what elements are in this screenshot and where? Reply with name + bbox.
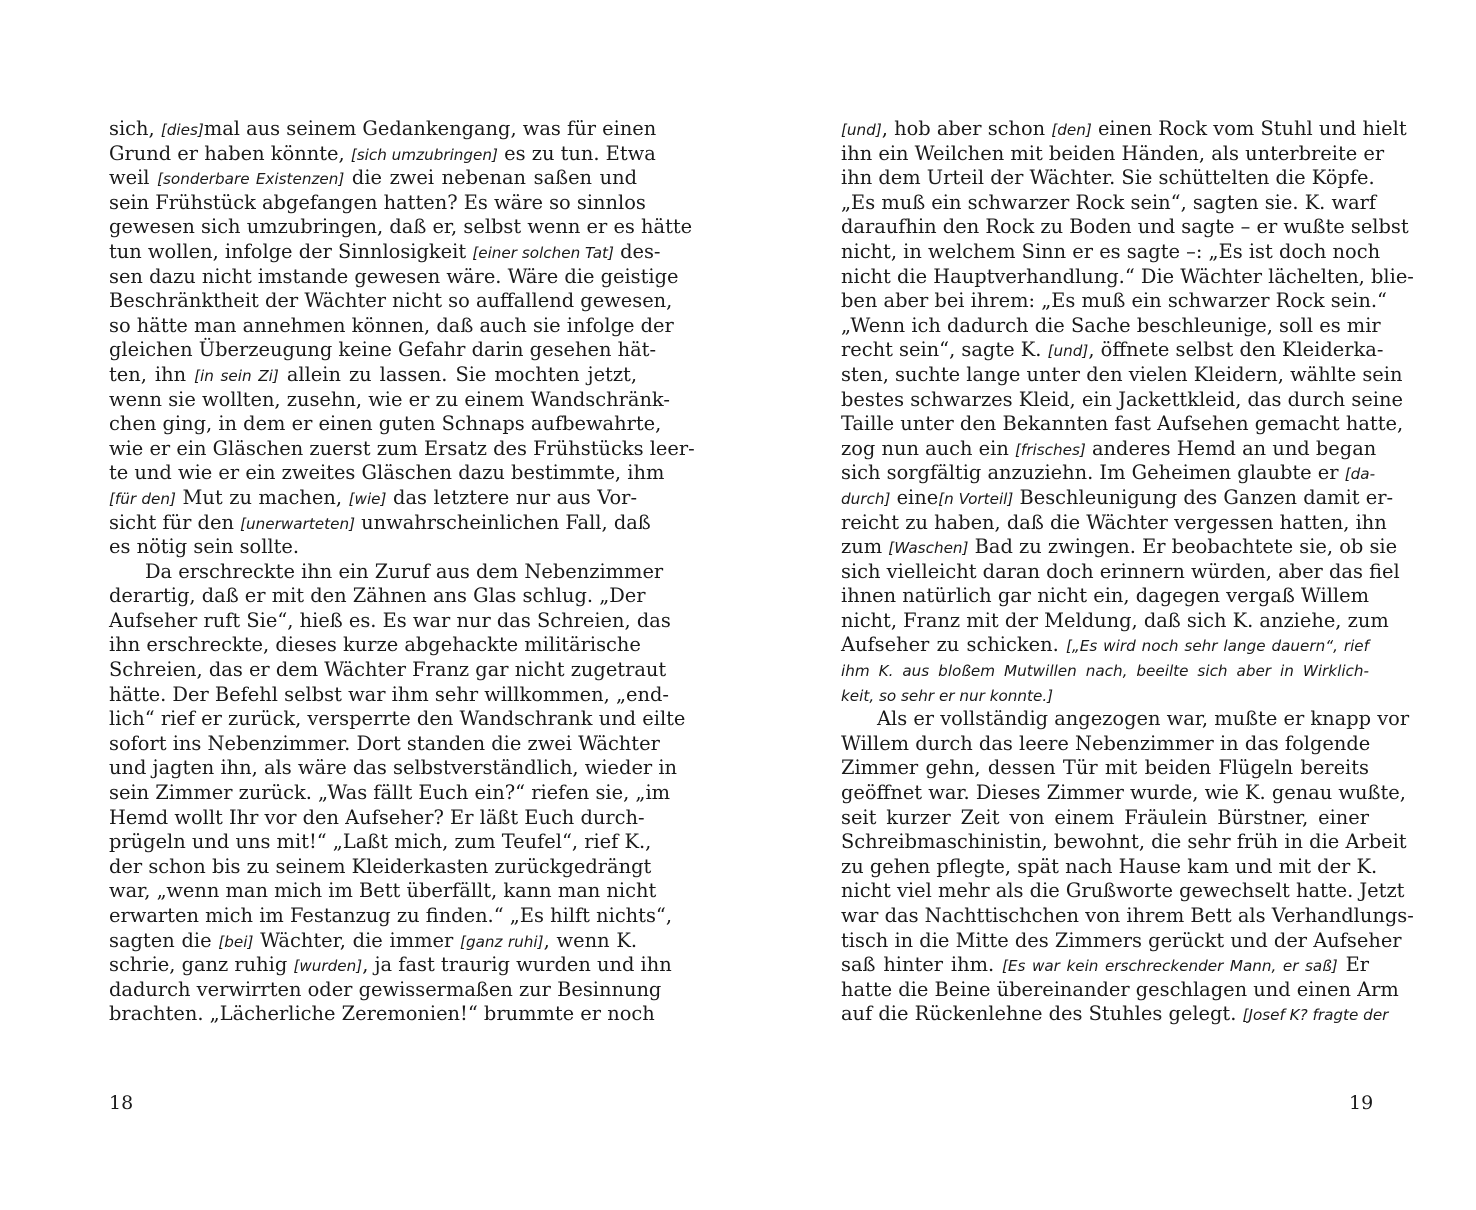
text-segment: der schon bis zu seinem Kleiderkasten zurückgedrängt <box>109 854 652 878</box>
left-page-text <box>109 117 695 1027</box>
editorial-deletion: [sonderbare Existenzen] <box>157 170 345 189</box>
text-segment: sein Frühstück abgefangen hatten? Es wäre so sinnlos <box>109 190 646 214</box>
text-segment: wie er ein Gläschen zuerst zum Ersatz des Frühstücks leer- <box>109 436 695 460</box>
text-segment: ihn erschreckte, dieses kurze abgehackte militärische <box>109 633 641 657</box>
text-line <box>109 461 665 486</box>
text-line <box>109 117 657 142</box>
text-line <box>841 977 1399 1003</box>
text-segment: te und wie er ein zweites Gläschen dazu bestimmte, ihm <box>109 461 665 485</box>
text-segment: nicht, in welchem Sinn er es sagte –: „Es ist doch noch <box>841 239 1381 263</box>
text-segment: so hätte man annehmen können, daß auch sie infolge der <box>109 313 674 337</box>
text-segment: Taille unter den Bekannten fast Aufsehen gemacht hatte, <box>841 412 1404 436</box>
text-line <box>841 461 1376 486</box>
text-segment: ihn dem Urteil der Wächter. Sie schüttelten die Köpfe. <box>841 166 1375 190</box>
text-line <box>109 608 671 634</box>
editorial-deletion: [wurden] <box>293 957 363 976</box>
text-segment: weil <box>109 166 158 190</box>
text-line <box>841 879 1405 904</box>
editorial-deletion: [und] <box>841 121 882 139</box>
text-segment: sich vielleicht daran doch erinnern würden, aber das fiel <box>841 559 1400 583</box>
text-line <box>109 436 695 462</box>
text-segment: derartig, daß er mit den Zähnen ans Glas schlug. „Der <box>109 584 646 608</box>
text-line <box>841 806 1369 831</box>
text-segment: unwahrscheinlichen Fall, daß <box>355 510 651 534</box>
text-segment: Da erschreckte ihn ein Zuruf aus dem Nebenzimmer <box>145 559 664 583</box>
text-line <box>841 584 1369 609</box>
text-segment: war das Nachttischchen von ihrem Bett als Verhandlungs- <box>841 904 1414 927</box>
text-segment: sofort ins Nebenzimmer. Dort standen die zwei Wächter <box>109 731 660 755</box>
text-segment: nicht viel mehr als die Grußworte gewechselt hatte. Jetzt <box>841 879 1405 903</box>
text-line <box>109 731 660 757</box>
text-line <box>841 904 1414 929</box>
text-segment: sten, suchte lange unter den vielen Kleidern, wählte sein <box>841 362 1403 386</box>
editorial-deletion: keit, so sehr er nur konnte.] <box>841 686 1054 705</box>
text-segment: Als er vollständig angezogen war, mußte er knapp vor <box>877 707 1410 731</box>
text-line <box>109 559 664 585</box>
text-line <box>841 264 1414 290</box>
text-segment: anderes Hemd an und began <box>1085 436 1377 460</box>
text-line <box>109 658 667 683</box>
text-line <box>841 387 1403 413</box>
text-line <box>841 1002 1389 1027</box>
text-segment: geöffnet war. Dieses Zimmer wurde, wie K. genau wußte, <box>841 781 1406 805</box>
text-segment: Zimmer gehn, dessen Tür mit beiden Flügeln bereits <box>841 756 1369 780</box>
text-line <box>109 215 693 240</box>
text-segment: chen ging, in dem er einen guten Schnaps aufbewahrte, <box>109 412 662 436</box>
text-line <box>109 166 637 191</box>
text-line <box>841 683 1369 708</box>
text-segment: erwarten mich im Festanzug zu finden.“ „Es hilft nichts“, <box>109 904 672 927</box>
text-segment: ben aber bei ihrem: „Es muß ein schwarzer Rock sein.“ <box>841 289 1387 313</box>
text-line <box>109 904 672 929</box>
text-segment: des- <box>613 239 661 263</box>
text-line <box>109 141 656 167</box>
right-page-number: 19 <box>1349 1092 1374 1114</box>
text-line <box>841 559 1400 585</box>
text-line <box>109 387 670 413</box>
text-segment: daraufhin den Rock zu Boden und sagte – er wußte selbst <box>841 215 1409 239</box>
editorial-deletion: durch] <box>841 489 891 508</box>
text-line <box>841 190 1377 216</box>
text-line <box>109 929 637 954</box>
text-segment: war, „wenn man mich im Bett überfällt, kann man nicht <box>109 879 657 903</box>
text-segment: wenn sie wollten, zusehn, wie er zu einem Wandschränk- <box>109 387 670 411</box>
text-segment: prügeln und uns mit!“ „Laßt mich, zum Teufel“, rief K., <box>109 830 652 854</box>
text-segment: Mut zu machen, <box>175 485 349 509</box>
text-segment: dadurch verwirrten oder gewissermaßen zur Besinnung <box>109 977 662 1001</box>
text-line <box>841 707 1410 732</box>
text-segment: sich sorgfältig anzuziehn. Im Geheimen glaubte er <box>841 461 1345 485</box>
editorial-deletion: ihm K. aus bloßem Mutwillen nach, beeilte sich aber in Wirklich- <box>841 662 1369 681</box>
text-segment: Schreien, das er dem Wächter Franz gar nicht zugetraut <box>109 658 667 682</box>
text-segment: einen Rock vom Stuhl und hielt <box>1091 117 1407 140</box>
text-segment: saß hinter ihm. <box>841 953 1002 977</box>
text-line <box>109 977 662 1003</box>
text-segment: Wächter, die immer <box>253 928 461 952</box>
text-line <box>109 584 646 609</box>
text-line <box>109 707 686 732</box>
text-segment: allein zu lassen. Sie mochten jetzt, <box>278 362 638 386</box>
text-line <box>841 362 1403 388</box>
text-segment: sagten die <box>109 928 219 952</box>
text-segment: die zwei nebenan saßen und <box>344 166 638 190</box>
text-segment: Schreibmaschinistin, bewohnt, die sehr früh in die Arbeit <box>841 830 1407 854</box>
text-line <box>841 485 1394 511</box>
editorial-deletion: [Josef K? fragte der <box>1242 1006 1389 1025</box>
text-line <box>109 633 641 658</box>
text-line <box>109 313 674 339</box>
text-line <box>109 879 657 904</box>
text-segment: ten, ihn <box>109 362 195 386</box>
text-line <box>841 928 1402 954</box>
text-line <box>109 535 637 560</box>
text-line <box>841 436 1377 462</box>
text-line <box>841 510 1387 536</box>
text-segment: schrie, ganz ruhig <box>109 953 294 977</box>
text-segment: zu gehen pflegte, spät nach Hause kam und mit der K. <box>841 854 1378 878</box>
text-segment: nicht die Hauptverhandlung.“ Die Wächter lächelten, blie- <box>841 264 1414 288</box>
text-segment: sein Zimmer zurück. „Was fällt Euch ein?“ riefen sie, „im <box>109 781 671 805</box>
text-segment: , wenn K. <box>543 928 637 952</box>
editorial-deletion: [für den] <box>109 489 176 508</box>
text-line <box>109 510 651 536</box>
text-segment: und jagten ihn, als wäre das selbstverständlich, wieder in <box>109 756 678 780</box>
text-segment: tisch in die Mitte des Zimmers gerückt und der Aufseher <box>841 928 1402 952</box>
text-line <box>109 363 637 388</box>
editorial-deletion: [in sein Zi] <box>194 366 279 385</box>
text-line <box>109 486 637 511</box>
text-segment: lich“ rief er zurück, versperrte den Wandschrank und eilte <box>109 707 686 731</box>
editorial-deletion: [sich umzubringen] <box>350 145 498 164</box>
text-segment: Beschleunigung des Ganzen damit er- <box>1013 485 1394 509</box>
text-line <box>841 830 1407 855</box>
text-line <box>109 190 646 216</box>
text-segment: Hemd wollt Ihr vor den Aufseher? Er läßt Euch durch- <box>109 805 645 829</box>
text-segment: reicht zu haben, daß die Wächter vergessen hatten, ihn <box>841 510 1387 534</box>
text-segment: , ja fast traurig wurden und ihn <box>362 953 672 977</box>
text-segment: , öffnete selbst den Kleiderka- <box>1088 338 1384 362</box>
text-segment: Bad zu zwingen. Er beobachtete sie, ob sie <box>968 535 1398 559</box>
left-page-number: 18 <box>109 1092 134 1114</box>
text-segment: seit kurzer Zeit von einem Fräulein Bürstner, einer <box>841 805 1369 829</box>
text-segment: gleichen Überzeugung keine Gefahr darin gesehen hät- <box>109 338 657 362</box>
text-segment: zum <box>841 535 889 559</box>
editorial-deletion: [bei] <box>218 932 254 951</box>
text-line <box>109 264 679 290</box>
editorial-deletion: [„Es wird noch sehr lange dauern“, rief <box>1065 637 1369 656</box>
text-segment: brachten. „Lächerliche Zeremonien!“ brummte er noch <box>109 1002 655 1026</box>
text-segment: es nötig sein sollte. <box>109 535 300 559</box>
text-segment: auf die Rückenlehne des Stuhles gelegt. <box>841 1002 1243 1026</box>
text-line <box>109 682 669 708</box>
text-segment: ihnen natürlich gar nicht ein, dagegen vergaß Willem <box>841 584 1369 608</box>
text-segment: tun wollen, infolge der Sinnlosigkeit <box>109 239 473 263</box>
text-line <box>841 289 1387 314</box>
text-line <box>841 781 1406 806</box>
text-segment: recht sein“, sagte K. <box>841 338 1048 362</box>
text-line <box>109 781 671 806</box>
text-line <box>841 215 1409 240</box>
text-line <box>109 412 662 437</box>
text-line <box>109 756 678 781</box>
text-line <box>841 117 1407 142</box>
text-segment: Aufseher zu schicken. <box>841 633 1066 657</box>
text-segment: Grund er haben könnte, <box>109 141 351 165</box>
editorial-deletion: [Es war kein erschreckender Mann, er saß] <box>1002 957 1338 976</box>
editorial-deletion: [den] <box>1051 121 1092 139</box>
text-line <box>109 805 645 831</box>
text-segment: Aufseher ruft Sie“, hieß es. Es war nur das Schreien, das <box>109 608 671 632</box>
text-segment: zog nun auch ein <box>841 436 1015 460</box>
text-segment: sen dazu nicht imstande gewesen wäre. Wäre die geistige <box>109 264 679 288</box>
text-segment: sicht für den <box>109 510 241 534</box>
editorial-deletion: [da- <box>1344 465 1376 484</box>
text-segment: hatte die Beine übereinander geschlagen und einen Arm <box>841 977 1399 1001</box>
editorial-deletion: [frisches] <box>1015 440 1086 459</box>
editorial-deletion: [Waschen] <box>888 539 969 558</box>
editorial-deletion: [n Vorteil] <box>938 489 1014 508</box>
text-line <box>109 289 673 314</box>
editorial-deletion: [unerwarteten] <box>240 514 355 533</box>
text-line <box>841 412 1404 437</box>
editorial-deletion: [ganz ruhi] <box>460 932 544 951</box>
text-segment: Beschränktheit der Wächter nicht so auffallend gewesen, <box>109 289 673 313</box>
text-line <box>841 608 1389 634</box>
text-segment: „Wenn ich dadurch die Sache beschleunige, soll es mir <box>841 313 1381 337</box>
text-line <box>109 953 672 978</box>
editorial-deletion: [und] <box>1047 342 1089 361</box>
text-segment: eine <box>890 485 939 509</box>
text-segment: bestes schwarzes Kleid, ein Jackettkleid, das durch seine <box>841 387 1403 411</box>
text-segment: „Es muß ein schwarzer Rock sein“, sagten sie. K. warf <box>841 190 1377 214</box>
text-line <box>109 830 652 855</box>
text-line <box>841 313 1381 339</box>
text-segment: nicht, Franz mit der Meldung, daß sich K. anziehe, zum <box>841 608 1389 632</box>
text-line <box>109 338 657 363</box>
text-line <box>109 239 661 265</box>
text-segment: gewesen sich umzubringen, daß er, selbst wenn er es hätte <box>109 215 693 239</box>
editorial-deletion: [dies] <box>160 121 204 139</box>
right-page-text <box>841 117 1414 1027</box>
editorial-deletion: [wie] <box>348 489 387 508</box>
text-line <box>841 239 1381 265</box>
text-line <box>109 1002 655 1027</box>
text-segment: Willem durch das leere Nebenzimmer in das folgende <box>841 731 1371 755</box>
text-line <box>841 732 1369 757</box>
text-line <box>841 141 1385 167</box>
text-line <box>841 953 1369 978</box>
text-line <box>841 338 1384 363</box>
text-segment: , hob aber schon <box>881 117 1052 140</box>
text-segment: sich, <box>109 117 161 140</box>
text-line <box>841 854 1378 880</box>
text-segment: es zu tun. Etwa <box>497 141 656 165</box>
text-line <box>841 535 1398 560</box>
text-segment: mal aus seinem Gedankengang, was für einen <box>203 117 657 140</box>
text-segment: ihn ein Weilchen mit beiden Händen, als unterbreite er <box>841 141 1385 165</box>
text-line <box>841 633 1369 658</box>
text-segment: Er <box>1337 953 1369 977</box>
text-line <box>841 658 1369 683</box>
editorial-deletion: [einer solchen Tat] <box>472 243 614 262</box>
text-line <box>109 854 652 880</box>
text-segment: hätte. Der Befehl selbst war ihm sehr willkommen, „end- <box>109 682 669 706</box>
text-segment: das letztere nur aus Vor- <box>386 485 637 509</box>
text-line <box>841 166 1375 191</box>
text-line <box>841 756 1369 781</box>
